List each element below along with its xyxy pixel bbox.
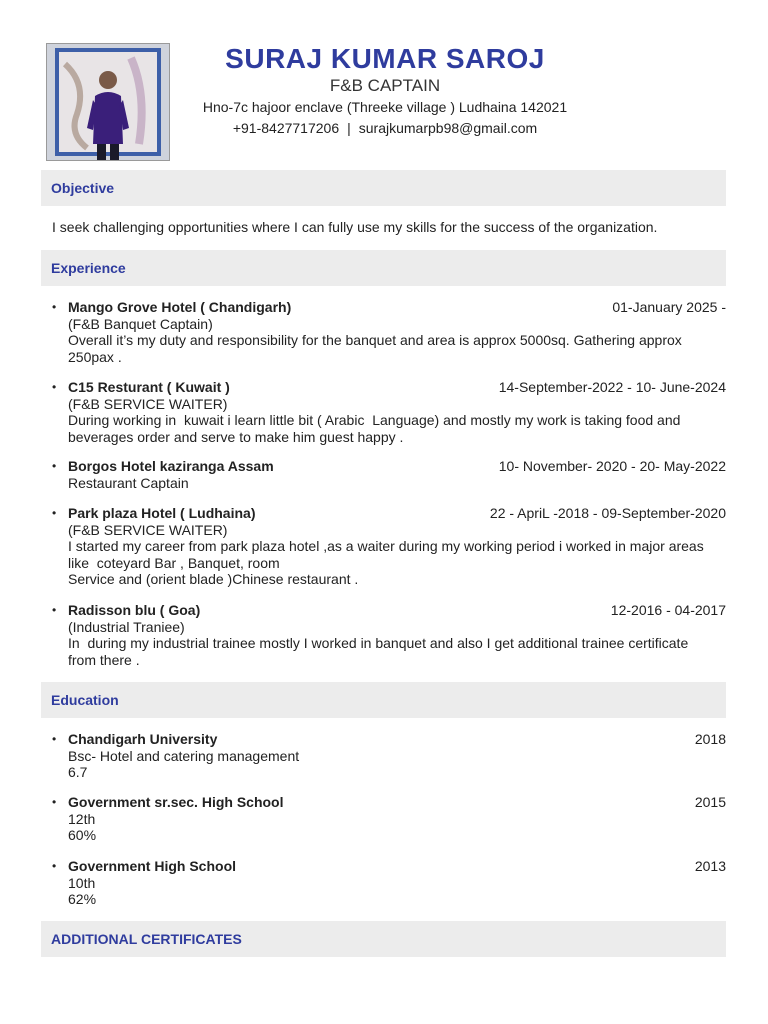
experience-line: (F&B SERVICE WAITER) [68, 395, 228, 412]
education-year: 2013 [694, 858, 726, 874]
bullet-marker: • [52, 506, 57, 520]
experience-org: Mango Grove Hotel ( Chandigarh) [68, 299, 292, 315]
experience-line: I started my career from park plaza hotel ,as a waiter during my working period i worked in major areas [68, 538, 704, 554]
experience-date: 22 - AprіL -2018 - 09-September-2020 [489, 505, 726, 521]
candidate-name: SURAJ KUMAR SAROJ [225, 43, 545, 74]
education-line: 6.7 [68, 764, 88, 780]
section-heading-additional-certificates: ADDITIONAL CERTIFICATES [41, 921, 726, 957]
education-line: 12th [68, 810, 96, 827]
experience-org: C15 Resturant ( Kuwait ) [68, 379, 230, 395]
experience-org: Borgos Hotel kaziranga Assam [68, 458, 274, 474]
experience-entry [52, 379, 726, 445]
education-line: 10th [68, 874, 96, 891]
experience-line: Restaurant Captain [68, 474, 189, 491]
education-line: Bsc- Hotel and catering management [68, 747, 300, 764]
experience-line: beverages order and serve to make him guest happy . [68, 428, 404, 445]
objective-text: I seek challenging opportunities where I can fully use my skills for the success of the organization. [52, 219, 658, 235]
experience-line: (F&B SERVICE WAITER) [68, 521, 228, 538]
experience-date: 01-January 2025 - [612, 299, 726, 315]
experience-line: Overall it’s my duty and responsibility for the banquet and area is approx 5000sq. Gathering approx [68, 332, 682, 348]
experience-entry [52, 299, 726, 365]
experience-org: Park plaza Hotel ( Ludhaina) [68, 505, 256, 521]
contact-separator: | [347, 120, 351, 136]
bullet-marker: • [52, 300, 57, 314]
education-line: 62% [68, 891, 97, 907]
bullet-marker: • [52, 795, 57, 809]
experience-line: During working in kuwait i learn little bit ( Arabic Language) and mostly my work is taking food and [68, 412, 681, 428]
education-entry [52, 794, 726, 844]
bullet-marker: • [52, 459, 57, 473]
education-entry [52, 858, 726, 908]
education-year: 2018 [694, 731, 726, 747]
experience-date: 12-2016 - 04-2017 [610, 602, 726, 618]
bullet-marker: • [52, 603, 57, 617]
bullet-marker: • [52, 732, 57, 746]
experience-date: 10- November- 2020 - 20- May-2022 [498, 458, 726, 474]
section-heading-experience: Experience [41, 250, 726, 286]
experience-line: like coteyard Bar , Banquet, room [68, 554, 280, 571]
experience-entry [52, 505, 726, 588]
section-heading-objective: Objective [41, 170, 726, 206]
address: Hno-7c hajoor enclave (Threeke village ) Ludhaina 142021 [202, 99, 568, 115]
email-address[interactable]: surajkumarpb98@gmail.com [358, 120, 538, 136]
education-school: Government sr.sec. High School [68, 794, 284, 810]
experience-entry [52, 602, 726, 668]
section-heading-education: Education [41, 682, 726, 718]
profile-photo [46, 43, 170, 161]
contact-line [180, 118, 590, 138]
experience-date: 14-September-2022 - 10- June-2024 [498, 379, 726, 395]
bullet-marker: • [52, 380, 57, 394]
job-title: F&B CAPTAIN [329, 76, 441, 95]
education-line: 60% [68, 827, 97, 843]
experience-line: (Industrial Traniee) [68, 618, 185, 635]
experience-line: In during my industrial trainee mostly I worked in banquet and also I get additional trainee certificate [68, 635, 689, 651]
phone-number: +91-8427717206 [232, 120, 340, 136]
bullet-marker: • [52, 859, 57, 873]
education-year: 2015 [694, 794, 726, 810]
experience-line: (F&B Banquet Captain) [68, 315, 213, 332]
experience-line: 250pax . [68, 348, 122, 365]
education-entry [52, 731, 726, 781]
experience-line: from there . [68, 651, 140, 668]
experience-entry [52, 458, 726, 491]
education-school: Chandigarh University [68, 731, 218, 747]
resume-header [180, 42, 590, 138]
education-school: Government High School [68, 858, 237, 874]
experience-org: Radisson blu ( Goa) [68, 602, 201, 618]
experience-line: Service and (orient blade )Chinese restaurant . [68, 571, 359, 587]
